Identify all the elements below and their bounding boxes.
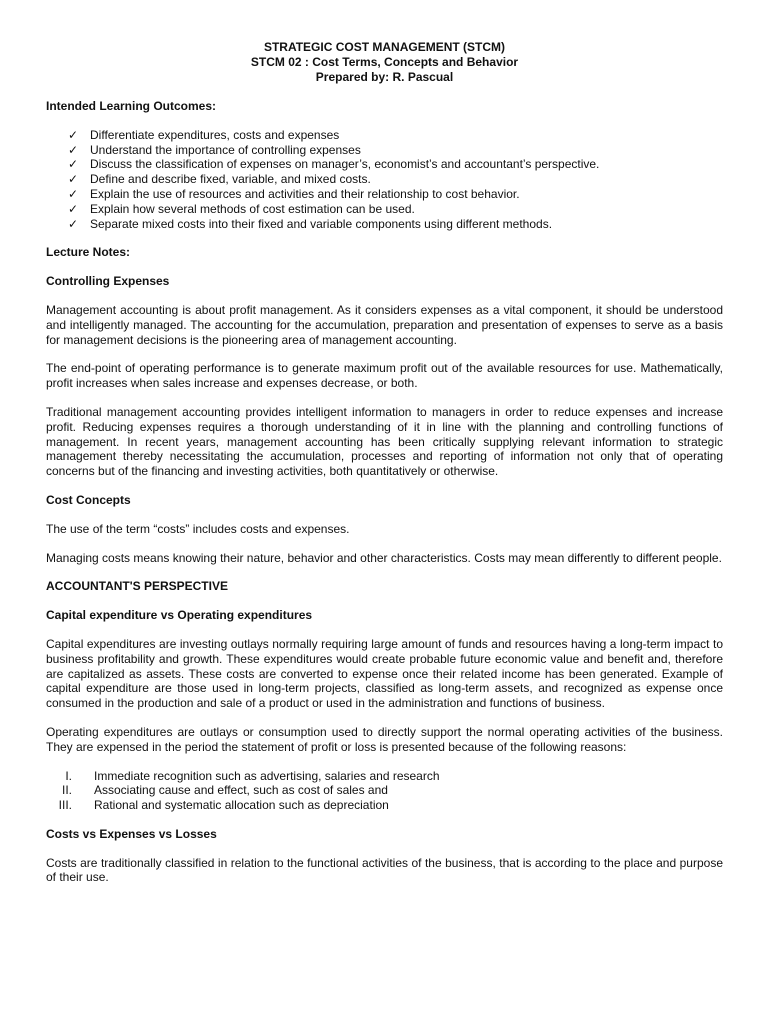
outcomes-list [46, 128, 723, 232]
costs-expenses-losses-heading: Costs vs Expenses vs Losses [46, 826, 217, 841]
cost-concepts-heading: Cost Concepts [46, 492, 131, 507]
paragraph: Capital expenditures are investing outlays normally requiring large amount of funds and resources having a long-term impact to business profitability and growth. These expenditures would create probable future economic value and benefit and, therefore are capitalized as assets. These costs are converted to expense once their related income has been generated. Example of capital expenditure are those used in long-term projects, classified as long-term assets, and recognized as expense once consumed in the production and sale of a product or used in the administration and functions of business. [46, 636, 723, 711]
checkmark-icon: ✓ [68, 157, 79, 172]
list-item [46, 187, 723, 202]
checkmark-icon: ✓ [68, 201, 79, 216]
list-item [46, 157, 723, 172]
outcome-text: Discuss the classification of expenses on manager’s, economist’s and accountant’s perspective. [90, 157, 600, 172]
reason-text: Associating cause and effect, such as cost of sales and [94, 783, 388, 798]
list-item [46, 798, 723, 813]
paragraph: The use of the term “costs” includes costs and expenses. [46, 521, 350, 536]
outcome-text: Understand the importance of controlling expenses [90, 142, 361, 157]
checkmark-icon: ✓ [68, 186, 79, 201]
reasons-list [46, 769, 723, 813]
list-item [46, 172, 723, 187]
paragraph: Traditional management accounting provides intelligent information to managers in order to reduce expenses and increase profit. Reducing expenses requires a thorough understanding of it in line with the planning and controlling functions of management. In recent years, management accounting has been critically supplying relevant information to strategic management thereby necessitating the accumulation, processes and reporting of information not only that of operating concerns but of the financing and investing activities, both quantitatively or otherwise. [46, 404, 723, 479]
accountant-perspective-heading: ACCOUNTANT'S PERSPECTIVE [46, 579, 228, 594]
roman-numeral: II. [61, 783, 72, 798]
paragraph: Operating expenditures are outlays or consumption used to directly support the normal operating activities of the business. They are expensed in the period the statement of profit or loss is presented because of the following reasons: [46, 724, 723, 754]
checkmark-icon: ✓ [68, 127, 79, 142]
paragraph: Management accounting is about profit management. As it considers expenses as a vital component, it should be understood and intelligently managed. The accounting for the accumulation, preparation and presentation of expenses to serve as a basis for management decisions is the pioneering area of management accounting. [46, 302, 723, 347]
checkmark-icon: ✓ [68, 172, 79, 187]
reason-text: Rational and systematic allocation such as depreciation [94, 798, 389, 813]
checkmark-icon: ✓ [68, 142, 79, 157]
list-item [46, 143, 723, 158]
paragraph: The end-point of operating performance is to generate maximum profit out of the available resources for use. Mathematically, profit increases when sales increase and expenses decrease, or both. [46, 361, 723, 391]
checkmark-icon: ✓ [68, 216, 79, 231]
outcome-text: Explain the use of resources and activities and their relationship to cost behavior. [90, 186, 520, 201]
paragraph: Costs are traditionally classified in relation to the functional activities of the business, that is according to the place and purpose of their use. [46, 855, 723, 885]
paragraph: Managing costs means knowing their nature, behavior and other characteristics. Costs may mean differently to different people. [46, 550, 722, 565]
list-item [46, 769, 723, 784]
outcome-text: Explain how several methods of cost estimation can be used. [90, 201, 415, 216]
course-title: STRATEGIC COST MANAGEMENT (STCM) [263, 40, 506, 54]
roman-numeral: I. [65, 768, 72, 783]
outcome-text: Separate mixed costs into their fixed and variable components using different methods. [90, 216, 553, 231]
document-page [46, 40, 723, 899]
document-header [46, 40, 723, 85]
author-line: Prepared by: R. Pascual [315, 70, 454, 84]
outcome-text: Differentiate expenditures, costs and expenses [90, 127, 340, 142]
list-item [46, 783, 723, 798]
list-item [46, 128, 723, 143]
list-item [46, 217, 723, 232]
module-title: STCM 02 : Cost Terms, Concepts and Behavior [250, 55, 519, 69]
outcome-text: Define and describe fixed, variable, and mixed costs. [90, 172, 371, 187]
controlling-expenses-heading: Controlling Expenses [46, 274, 170, 289]
roman-numeral: III. [58, 798, 72, 813]
reason-text: Immediate recognition such as advertising, salaries and research [94, 768, 440, 783]
capex-vs-opex-heading: Capital expenditure vs Operating expenditures [46, 608, 313, 623]
list-item [46, 202, 723, 217]
outcomes-heading: Intended Learning Outcomes: [46, 99, 217, 113]
lecture-notes-heading: Lecture Notes: [46, 245, 131, 260]
